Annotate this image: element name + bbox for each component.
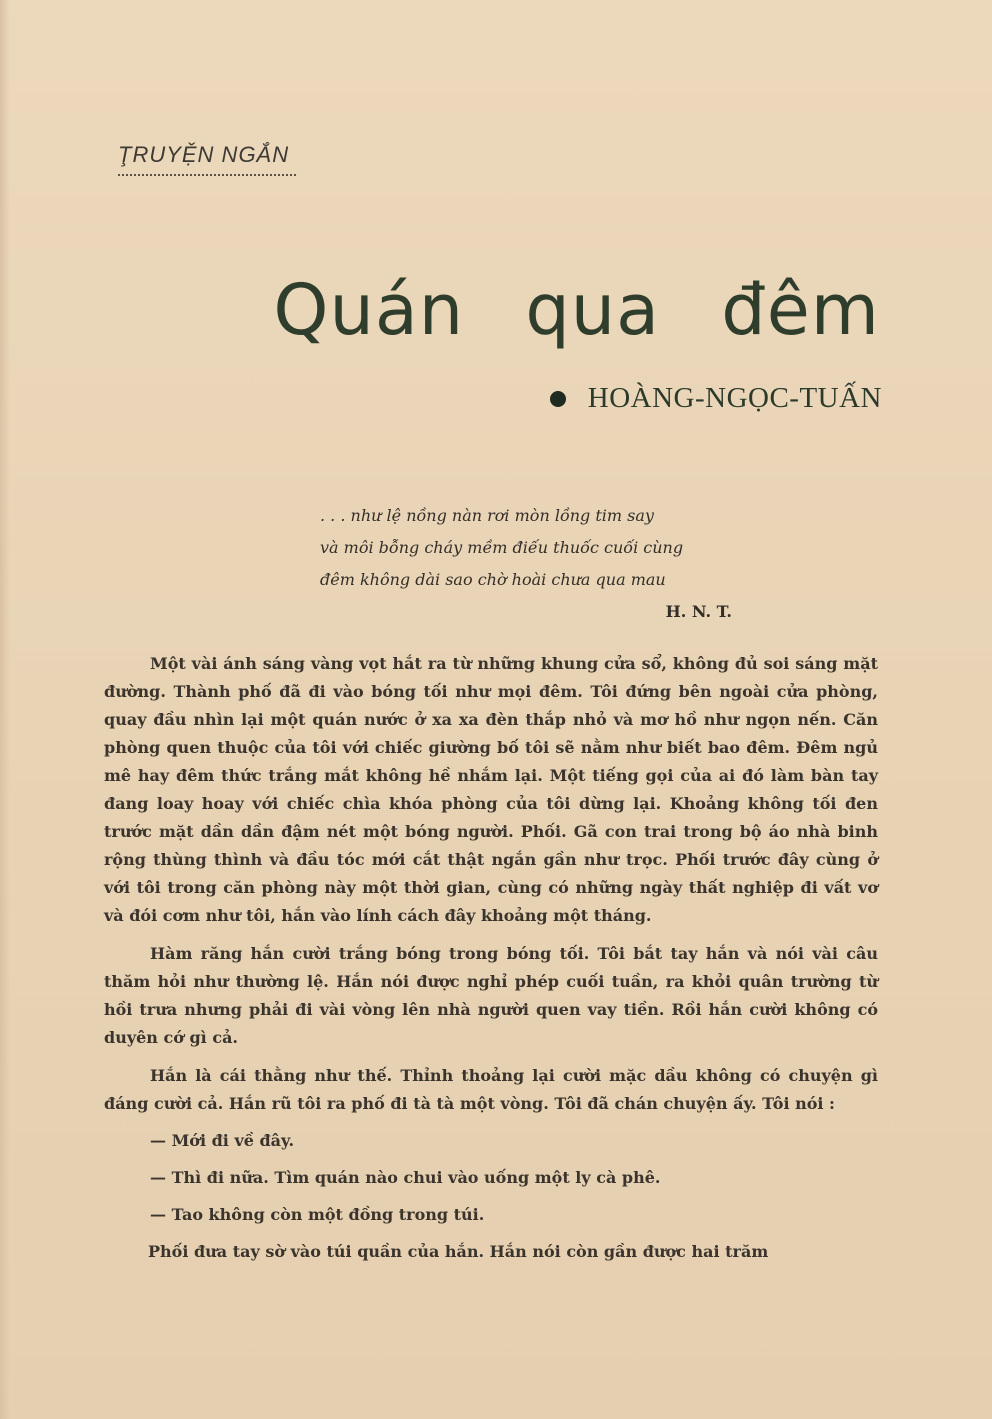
epigraph-line: đêm không dài sao chờ hoài chưa qua mau: [320, 570, 666, 589]
epigraph-line: và môi bỗng cháy mềm điếu thuốc cuối cùng: [320, 538, 684, 557]
epigraph-line: . . . như lệ nồng nàn rơi mòn lồng tim say: [320, 506, 654, 525]
body-paragraph: Một vài ánh sáng vàng vọt hắt ra từ những khung cửa sổ, không đủ soi sáng mặt đường. Thành phố đã đi vào bóng tối như mọi đêm. Tôi đứng bên ngoài cửa phòng, quay đầu nhìn lại một quán nước ở xa xa đèn thắp nhỏ và mơ hồ như ngọn nến. Căn phòng quen thuộc của tôi với chiếc giường bố tôi sẽ nằm như biết bao đêm. Đêm ngủ mê hay đêm thức trắng mắt không hề nhắm lại. Một tiếng gọi của ai đó làm bàn tay đang loay hoay với chiếc chìa khóa phòng của tôi dừng lại. Khoảng không tối đen trước mặt dần dần đậm nét một bóng người. Phối. Gã con trai trong bộ áo nhà binh rộng thùng thình và đầu tóc mới cắt thật ngắn gần như trọc. Phối trước đây cùng ở với tôi trong căn phòng này một thời gian, cùng có những ngày thất nghiệp đi vất vơ và đói cơm như tôi, hắn vào lính cách đây khoảng một tháng.: [104, 654, 878, 925]
epigraph: [320, 500, 766, 628]
article-body: [104, 650, 878, 1266]
section-underline: [118, 174, 296, 176]
article-title: Quán qua đêm: [273, 269, 880, 351]
section-label: ŢRUYỆN NGẮN: [118, 142, 290, 167]
author-byline: [550, 382, 882, 415]
epigraph-signature: H. N. T.: [665, 602, 732, 621]
bullet-icon: [550, 391, 566, 407]
page-edge-shadow: [0, 0, 10, 1419]
author-name: HOÀNG-NGỌC-TUẤN: [587, 382, 882, 414]
body-paragraph: Hàm răng hắn cười trắng bóng trong bóng tối. Tôi bắt tay hắn và nói vài câu thăm hỏi như thường lệ. Hắn nói được nghỉ phép cuối tuần, ra khỏi quân trường từ hồi trưa nhưng phải đi vài vòng lên nhà người quen vay tiền. Rồi hắn cười không có duyên cớ gì cả.: [104, 944, 878, 1047]
dialogue-line: — Thì đi nữa. Tìm quán nào chui vào uống một ly cà phê.: [150, 1168, 661, 1187]
body-paragraph: Phối đưa tay sờ vào túi quần của hắn. Hắn nói còn gần được hai trăm: [148, 1242, 769, 1261]
body-paragraph: Hắn là cái thằng như thế. Thỉnh thoảng lại cười mặc dầu không có chuyện gì đáng cười cả. Hắn rũ tôi ra phố đi tà tà một vòng. Tôi đã chán chuyện ấy. Tôi nói :: [104, 1066, 878, 1113]
dialogue-line: — Tao không còn một đồng trong túi.: [150, 1205, 485, 1224]
dialogue-line: — Mới đi về đây.: [150, 1131, 295, 1150]
